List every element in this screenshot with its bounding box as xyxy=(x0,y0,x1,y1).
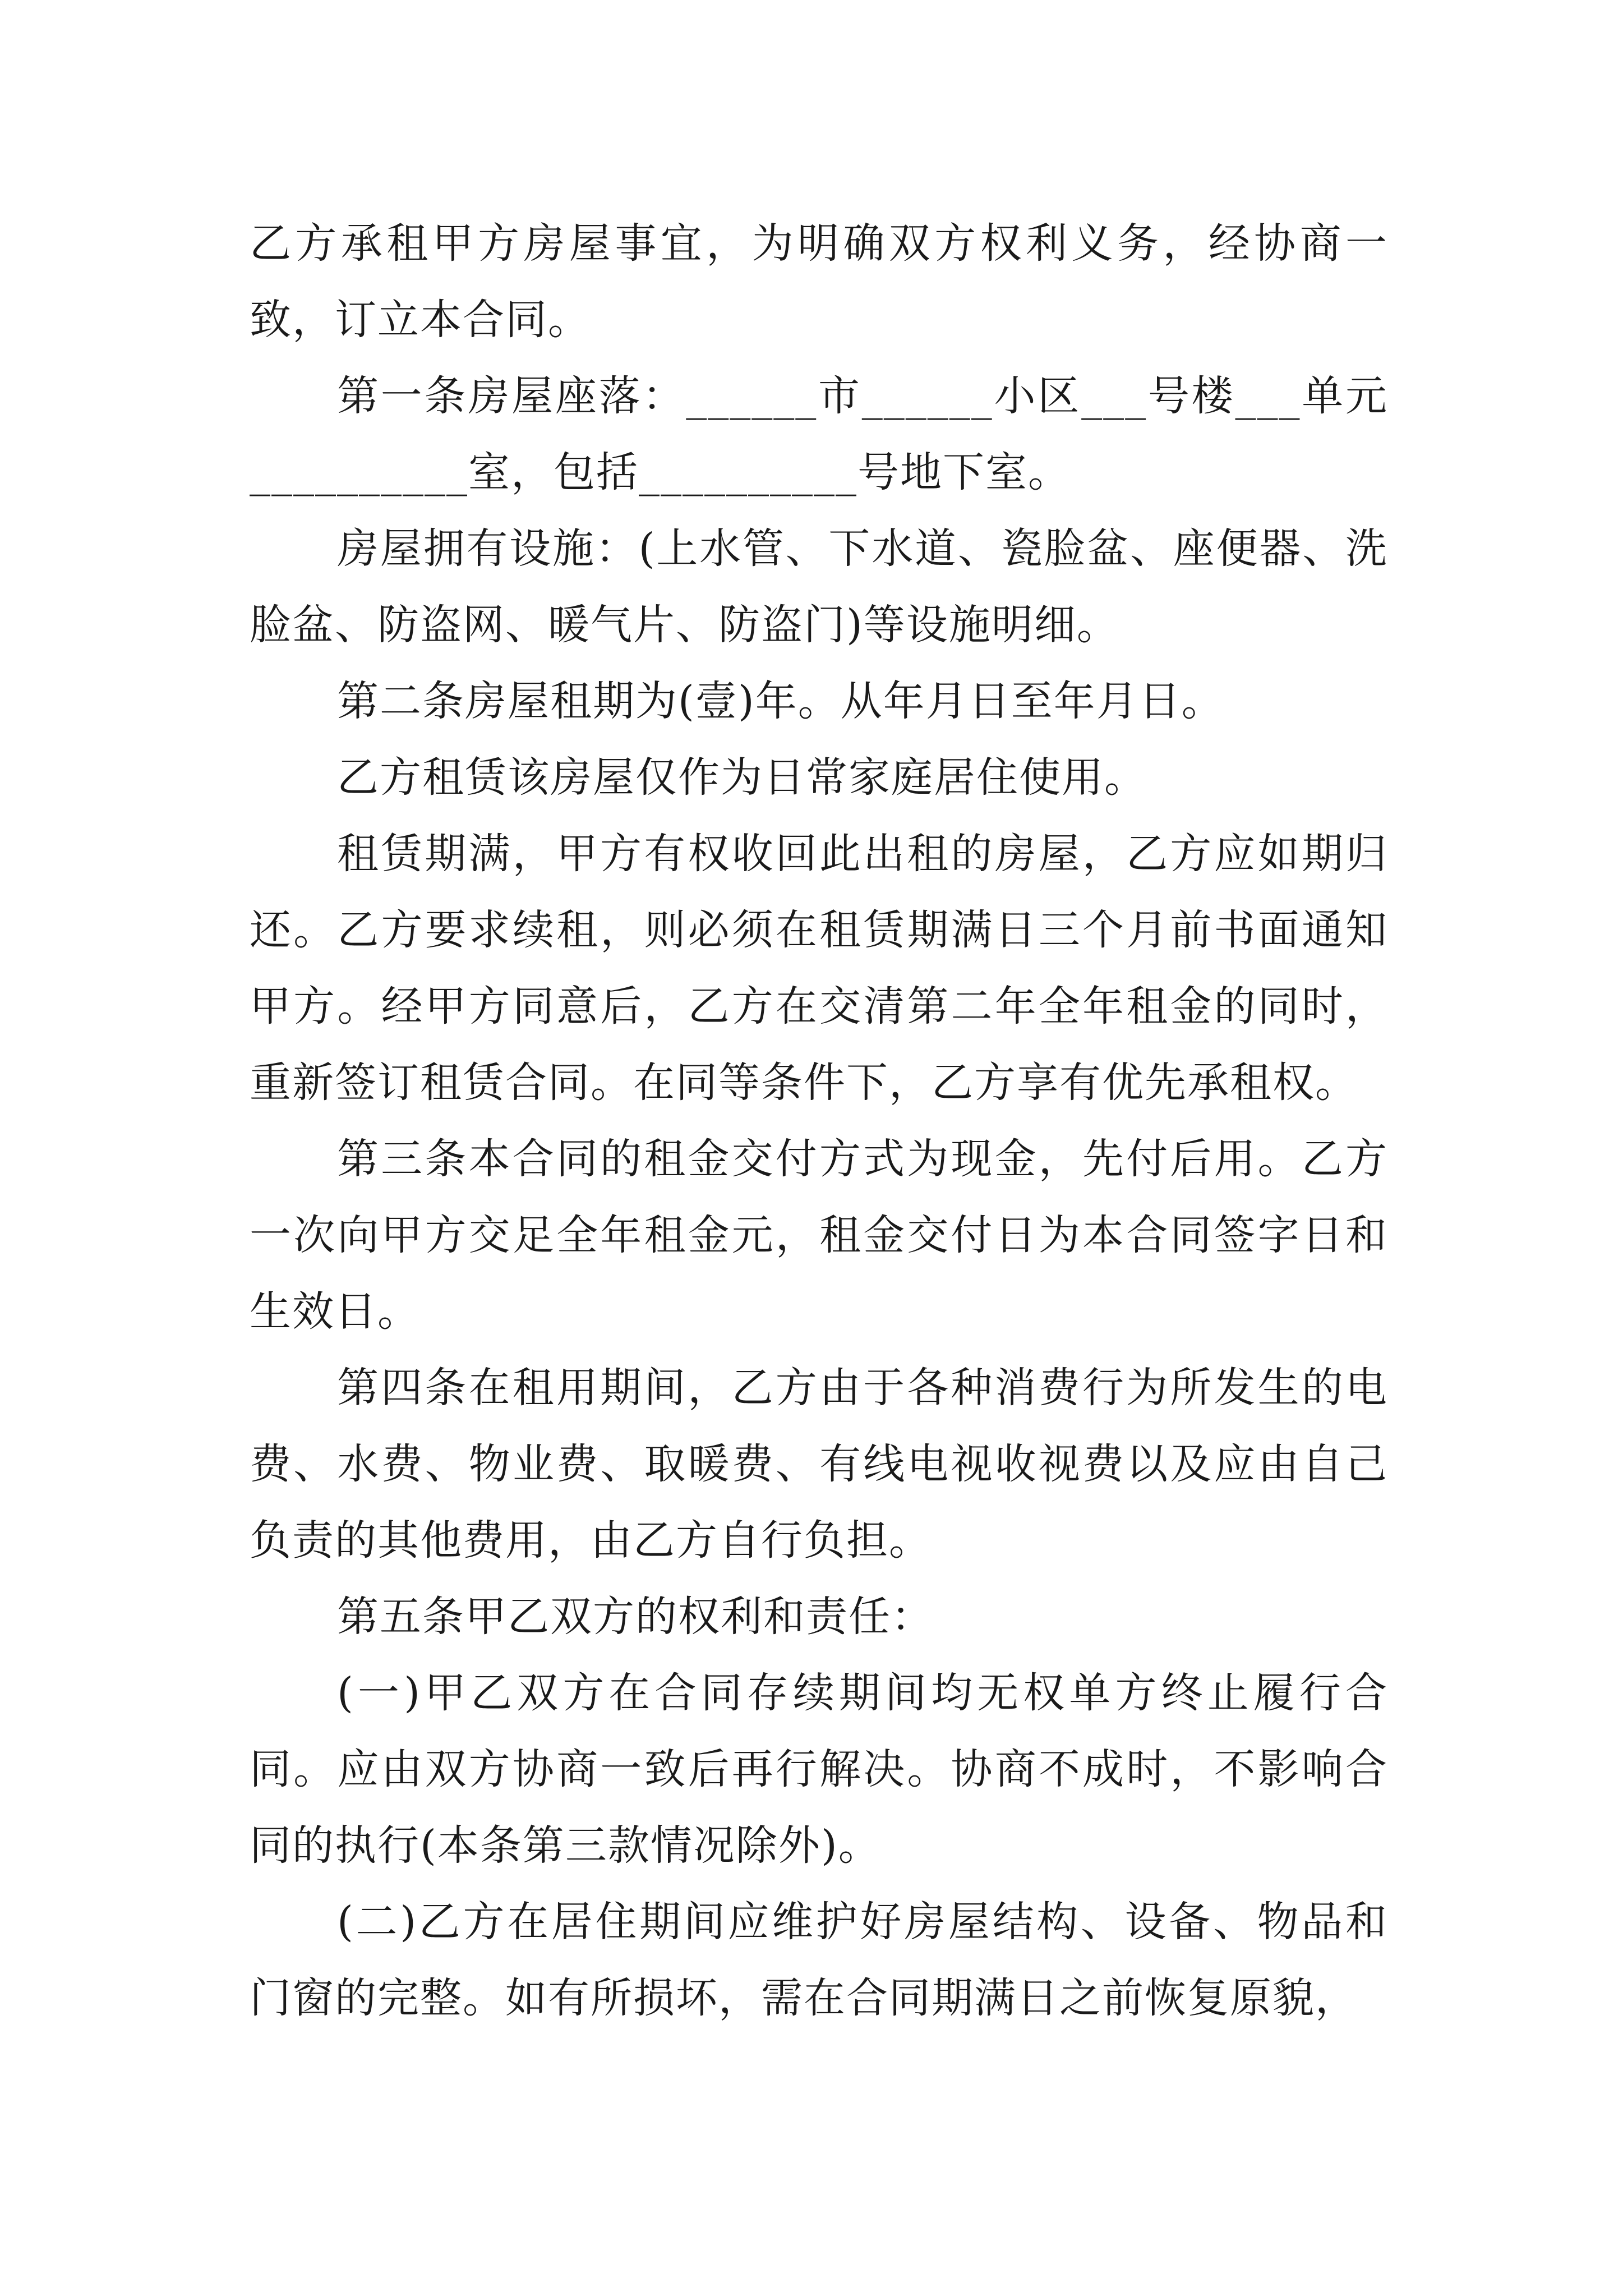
paragraph-article-4-fees: 第四条在租用期间，乙方由于各种消费行为所发生的电费、水费、物业费、取暖费、有线电视收视费以及应由自己负责的其他费用，由乙方自行负担。 xyxy=(250,1364,1388,1565)
paragraph-intro: 乙方承租甲方房屋事宜，为明确双方权利义务，经协商一致，订立本合同。 xyxy=(250,219,1388,344)
paragraph-usage: 乙方租赁该房屋仅作为日常家庭居住使用。 xyxy=(337,753,1147,802)
paragraph-renewal: 租赁期满，甲方有权收回此出租的房屋，乙方应如期归还。乙方要求续租，则必须在租赁期满日三个月前书面通知甲方。经甲方同意后，乙方在交清第二年全年租金的同时，重新签订租赁合同。在同等条件下，乙方享有优先承租权。 xyxy=(250,830,1388,1107)
paragraph-article-5-item-2: (二)乙方在居住期间应维护好房屋结构、设备、物品和门窗的完整。如有所损坏，需在合同期满日之前恢复原貌， xyxy=(250,1898,1388,2022)
paragraph-article-2-term: 第二条房屋租期为(壹)年。从年月日至年月日。 xyxy=(337,677,1224,725)
paragraph-article-5-heading: 第五条甲乙双方的权利和责任： xyxy=(337,1593,934,1641)
paragraph-facilities: 房屋拥有设施：(上水管、下水道、瓷脸盆、座便器、洗脸盆、防盗网、暖气片、防盗门)等设施明细。 xyxy=(250,524,1388,649)
document-body xyxy=(250,205,1388,2036)
paragraph-article-5-item-1: (一)甲乙双方在合同存续期间均无权单方终止履行合同。应由双方协商一致后再行解决。协商不成时，不影响合同的执行(本条第三款情况除外)。 xyxy=(250,1669,1388,1870)
paragraph-article-3-payment: 第三条本合同的租金交付方式为现金，先付后用。乙方一次向甲方交足全年租金元，租金交付日为本合同签字日和生效日。 xyxy=(250,1135,1388,1336)
paragraph-article-1-location: 第一条房屋座落：______市______小区___号楼___单元__________室，包括__________号地下室。 xyxy=(250,372,1388,496)
